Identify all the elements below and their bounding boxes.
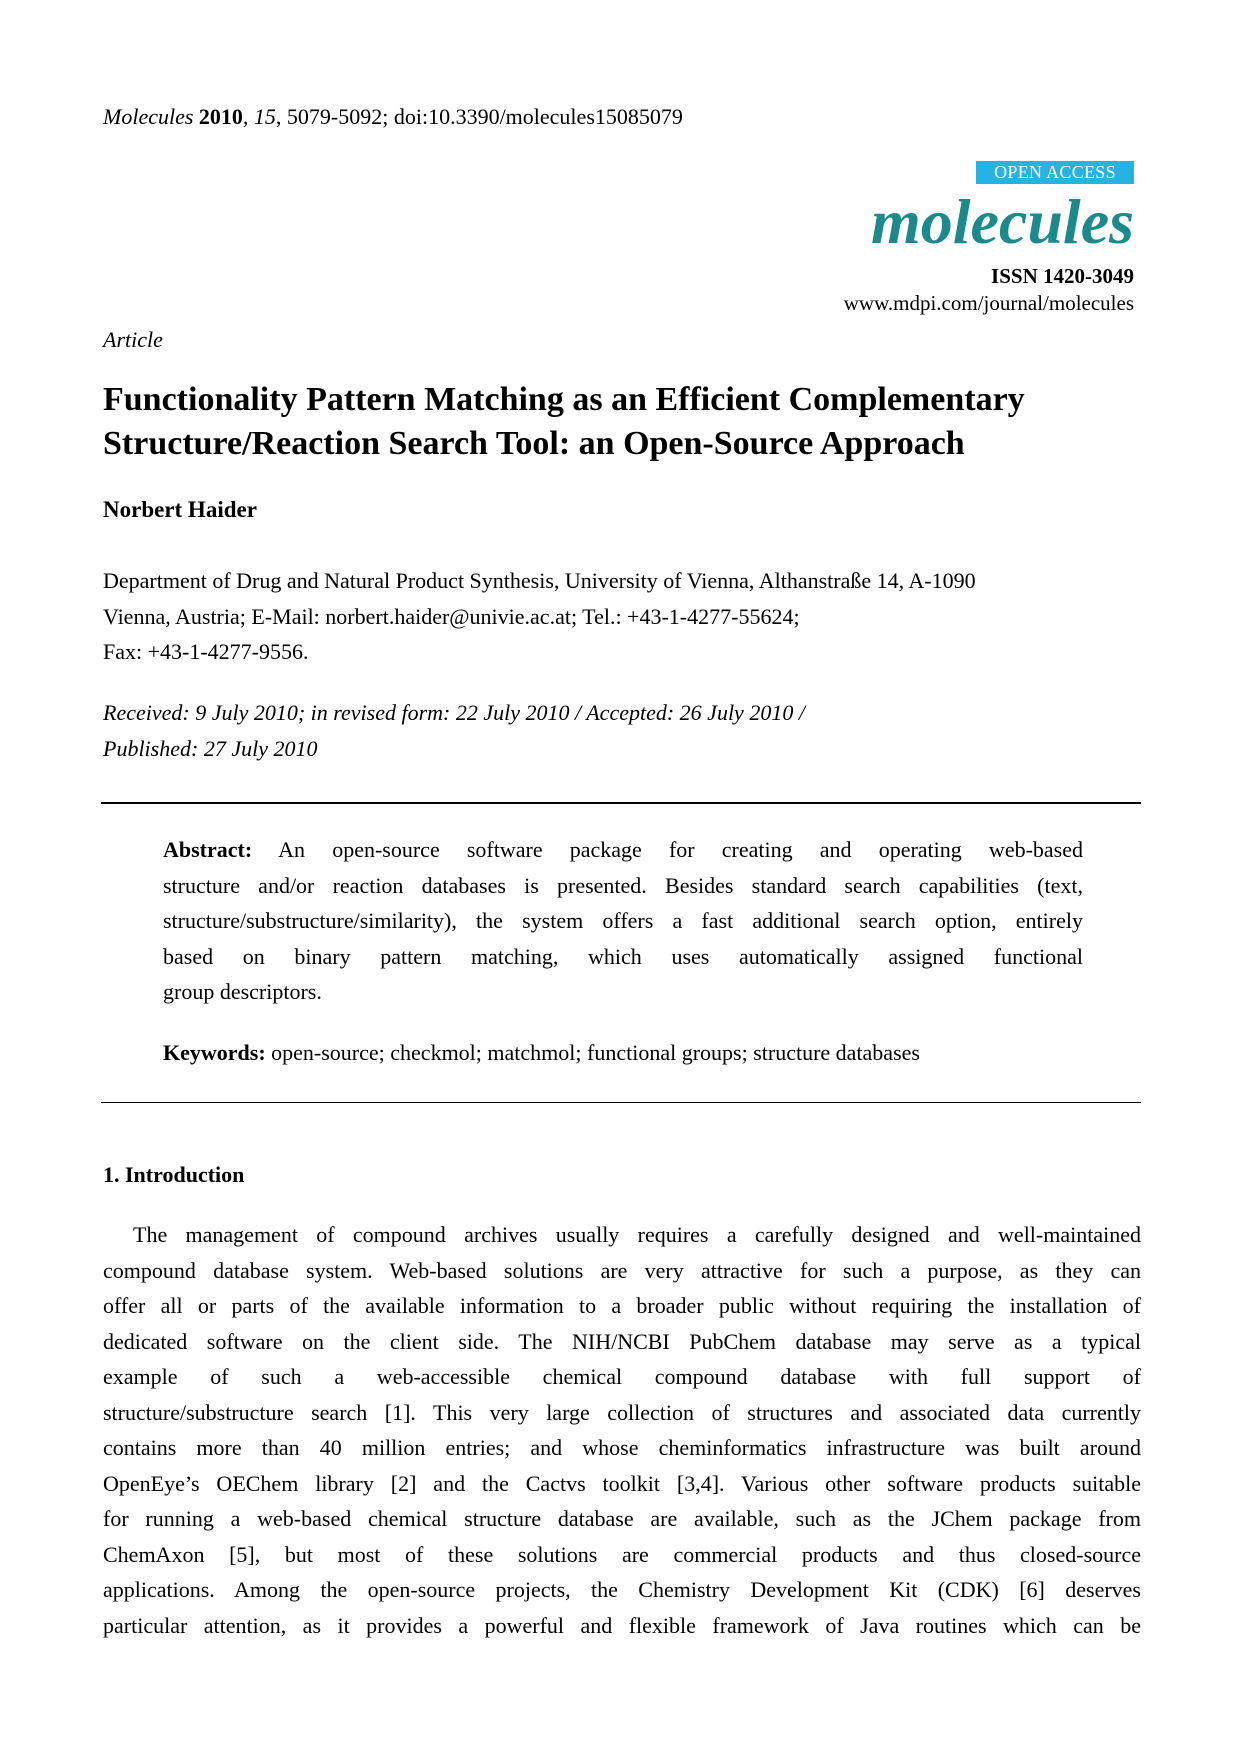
pages-doi: , 5079-5092; doi:10.3390/molecules15085079 [275,104,683,129]
title-line-1: Functionality Pattern Matching as an Efficient Complementary [103,381,1025,418]
abstract-line-1 [163,832,1083,868]
abstract-line-3: structure/substructure/similarity), the system offers a fast additional search option, entirely [163,908,1083,933]
intro-line: example of such a web-accessible chemical compound database with full support of [103,1364,1141,1389]
journal-volume: 15 [253,104,276,129]
keywords-text: open-source; checkmol; matchmol; functional groups; structure databases [271,1040,920,1065]
divider-bottom [101,1102,1141,1103]
publication-dates [103,695,805,766]
affiliation-line-1: Department of Drug and Natural Product Synthesis, University of Vienna, Althanstraße 14, A-1090 [103,568,976,593]
title-line-2: Structure/Reaction Search Tool: an Open-Source Approach [103,425,965,462]
intro-line: structure/substructure search [1]. This very large collection of structures and associated data currently [103,1399,1141,1425]
intro-line: ChemAxon [5], but most of these solutions are commercial products and thus closed-source [103,1541,1141,1567]
introduction-body [103,1217,1141,1643]
intro-line: contains more than 40 million entries; and whose cheminformatics infrastructure was built around [103,1435,1141,1460]
abstract-text-1: An open-source software package for creating and operating web-based [278,837,1084,862]
affiliation [103,563,1148,670]
dates-line-1: Received: 9 July 2010; in revised form: 22 July 2010 / Accepted: 26 July 2010 / [103,700,805,725]
intro-line: The management of compound archives usually requires a carefully designed and well-maintained [133,1222,1141,1247]
section-heading: 1. Introduction [103,1162,245,1187]
journal-year: 2010 [198,104,243,129]
abstract-line-2: structure and/or reaction databases is presented. Besides standard search capabilities (text, [163,872,1083,898]
keywords-label: Keywords: [163,1040,266,1065]
intro-line: OpenEye’s OEChem library [2] and the Cactvs toolkit [3,4]. Various other software products suitable [103,1470,1141,1496]
affiliation-line-2: Vienna, Austria; E-Mail: norbert.haider@univie.ac.at; Tel.: +43-1-4277-55624; [103,603,800,629]
abstract [163,832,1083,1010]
dates-line-2: Published: 27 July 2010 [103,735,318,761]
abstract-line-4: based on binary pattern matching, which uses automatically assigned functional [163,943,1083,969]
intro-line: particular attention, as it provides a powerful and flexible framework of Java routines which can be [103,1612,1141,1638]
open-access-badge: OPEN ACCESS [976,161,1134,184]
author-name: Norbert Haider [103,497,257,522]
intro-line: dedicated software on the client side. The NIH/NCBI PubChem database may serve as a typical [103,1328,1141,1354]
intro-line: applications. Among the open-source projects, the Chemistry Development Kit (CDK) [6] deserves [103,1577,1141,1602]
keywords [163,1035,1083,1071]
issn: ISSN 1420-3049 [991,264,1134,288]
intro-line: offer all or parts of the available information to a broader public without requiring the installation of [103,1293,1141,1318]
journal-logo: molecules [870,186,1134,257]
intro-line: compound database system. Web-based solutions are very attractive for such a purpose, as they can [103,1257,1141,1283]
abstract-label: Abstract: [163,837,253,862]
article-type: Article [103,327,163,352]
paper-title [103,378,1143,466]
citation-line: Molecules 2010, 15, 5079-5092; doi:10.3390/molecules15085079 [103,104,683,129]
journal-name: Molecules [103,104,194,129]
abstract-line-5: group descriptors. [163,979,322,1004]
intro-line: for running a web-based chemical structure database are available, such as the JChem package from [103,1506,1141,1531]
affiliation-line-3: Fax: +43-1-4277-9556. [103,639,309,664]
divider-top [101,802,1141,804]
journal-url[interactable]: www.mdpi.com/journal/molecules [843,291,1134,315]
